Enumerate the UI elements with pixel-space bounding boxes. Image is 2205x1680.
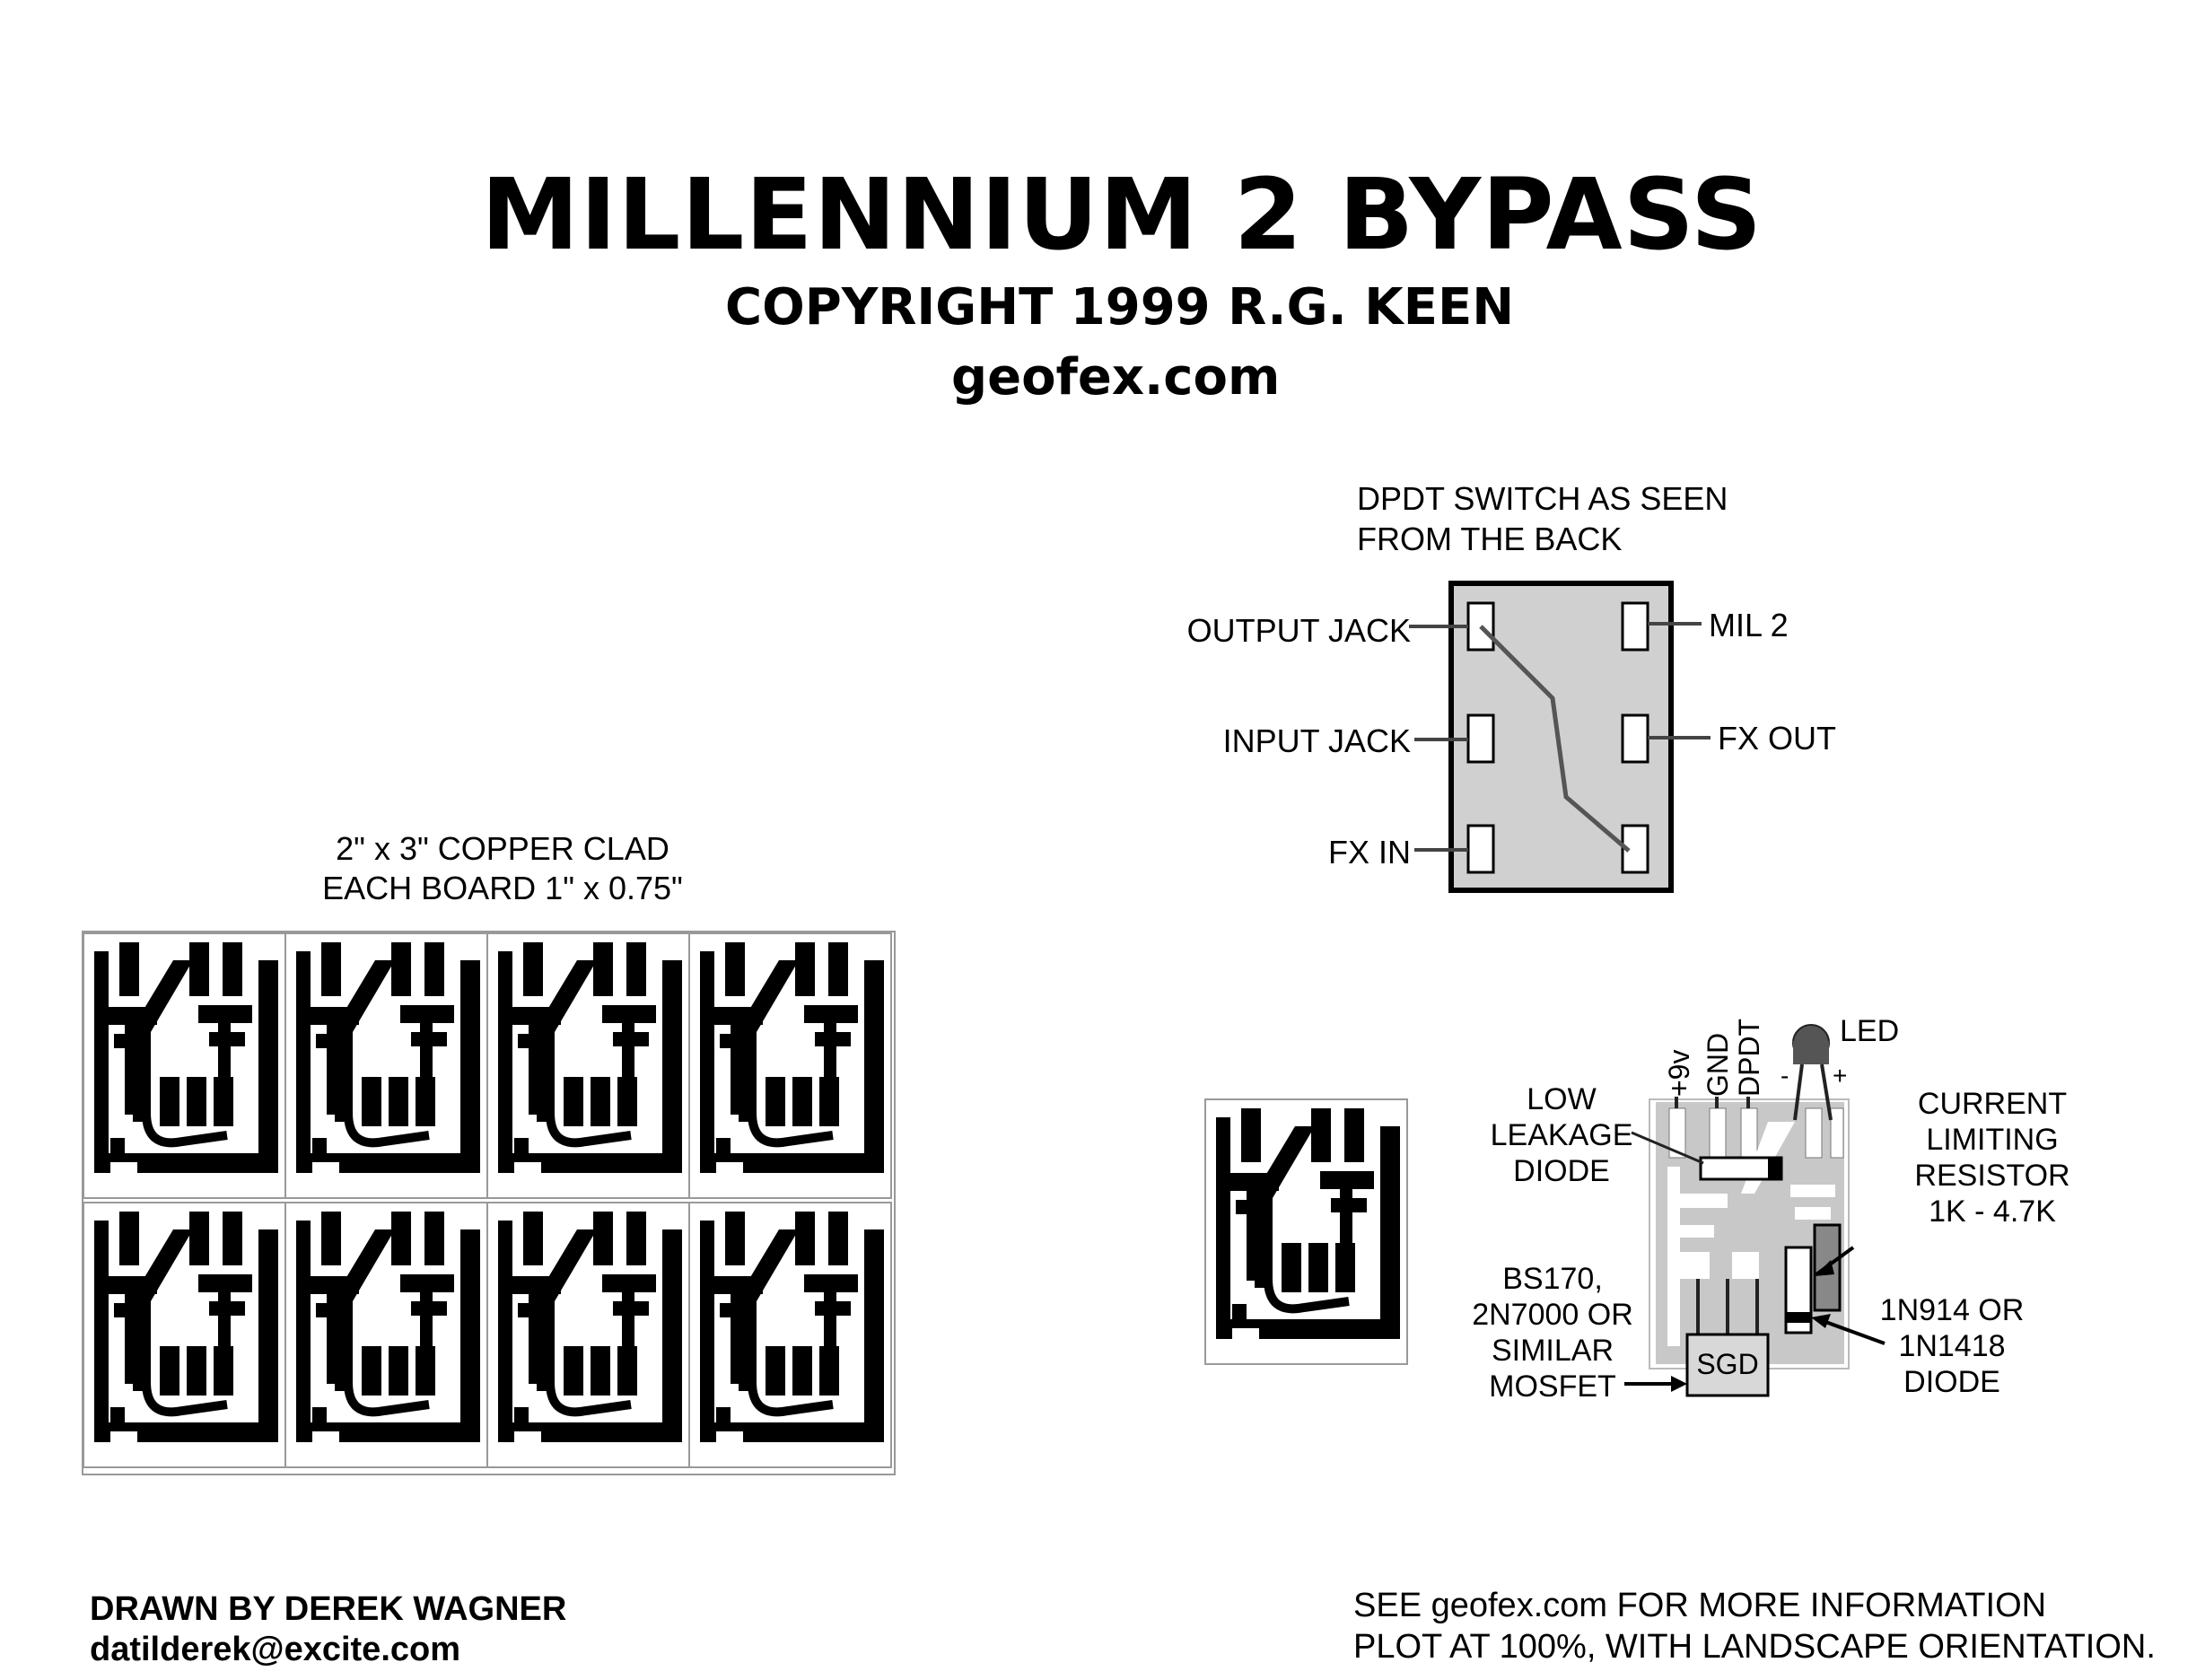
led-minus: - bbox=[1781, 1062, 1789, 1089]
label-mil-2: MIL 2 bbox=[1709, 607, 1789, 643]
label-fx-in: FX IN bbox=[1327, 834, 1411, 871]
switch-caption-1: DPDT SWITCH AS SEEN bbox=[1357, 480, 1728, 517]
drawn-by: DRAWN BY DEREK WAGNER bbox=[90, 1590, 567, 1628]
switch-caption-2: FROM THE BACK bbox=[1357, 521, 1623, 557]
diode-line-3: DIODE bbox=[1903, 1365, 2000, 1399]
current-limit-line-3: RESISTOR bbox=[1914, 1159, 2070, 1193]
pcb-board bbox=[285, 1203, 487, 1467]
label-output-jack: OUTPUT JACK bbox=[1186, 612, 1411, 649]
mosfet-package-label: SGD bbox=[1696, 1348, 1759, 1380]
dpdt-switch bbox=[1409, 583, 1711, 890]
label-fx-out: FX OUT bbox=[1718, 720, 1836, 757]
mosfet-line-3: SIMILAR bbox=[1491, 1334, 1614, 1368]
copper-caption-2: EACH BOARD 1" x 0.75" bbox=[322, 870, 683, 906]
author-email: datilderek@excite.com bbox=[90, 1631, 461, 1668]
copper-clad-sheet bbox=[83, 932, 895, 1474]
current-limit-line-1: CURRENT bbox=[1917, 1087, 2068, 1121]
diode-line-2: 1N1418 bbox=[1898, 1329, 2006, 1363]
pcb-board bbox=[689, 933, 891, 1198]
current-limit-line-4: 1K - 4.7K bbox=[1929, 1194, 2056, 1229]
label-input-jack: INPUT JACK bbox=[1222, 722, 1411, 759]
copyright-line: COPYRIGHT 1999 R.G. KEEN bbox=[725, 278, 1515, 337]
more-info-note: SEE geofex.com FOR MORE INFORMATION bbox=[1353, 1587, 2047, 1624]
mosfet-line-4: MOSFET bbox=[1489, 1369, 1616, 1404]
pin-label-gnd: GND bbox=[1702, 1032, 1734, 1097]
mosfet-line-1: BS170, bbox=[1502, 1262, 1603, 1296]
led-plus: + bbox=[1833, 1062, 1848, 1089]
pin-label-9v: +9v bbox=[1663, 1049, 1695, 1097]
led-label: LED bbox=[1840, 1014, 1900, 1048]
plot-note: PLOT AT 100%, WITH LANDSCAPE ORIENTATION. bbox=[1353, 1628, 2156, 1666]
diode-line-1: 1N914 OR bbox=[1879, 1293, 2025, 1327]
pcb-board bbox=[487, 933, 689, 1198]
pin-label-dpdt: DPDT bbox=[1733, 1018, 1765, 1097]
page-title: MILLENNIUM 2 BYPASS bbox=[480, 157, 1763, 272]
low-leakage-line-3: DIODE bbox=[1513, 1154, 1610, 1188]
site-name: geofex.com bbox=[951, 348, 1281, 407]
pcb-board bbox=[83, 1203, 285, 1467]
current-limit-line-2: LIMITING bbox=[1926, 1123, 2059, 1157]
low-leakage-line-1: LOW bbox=[1527, 1082, 1597, 1116]
single-pcb-board bbox=[1205, 1099, 1407, 1364]
pcb-board bbox=[689, 1203, 891, 1467]
mosfet-line-2: 2N7000 OR bbox=[1472, 1298, 1633, 1332]
low-leakage-line-2: LEAKAGE bbox=[1490, 1118, 1633, 1152]
pcb-board bbox=[487, 1203, 689, 1467]
copper-caption-1: 2" x 3" COPPER CLAD bbox=[336, 830, 669, 867]
pcb-board bbox=[285, 933, 487, 1198]
pcb-board bbox=[83, 933, 285, 1198]
